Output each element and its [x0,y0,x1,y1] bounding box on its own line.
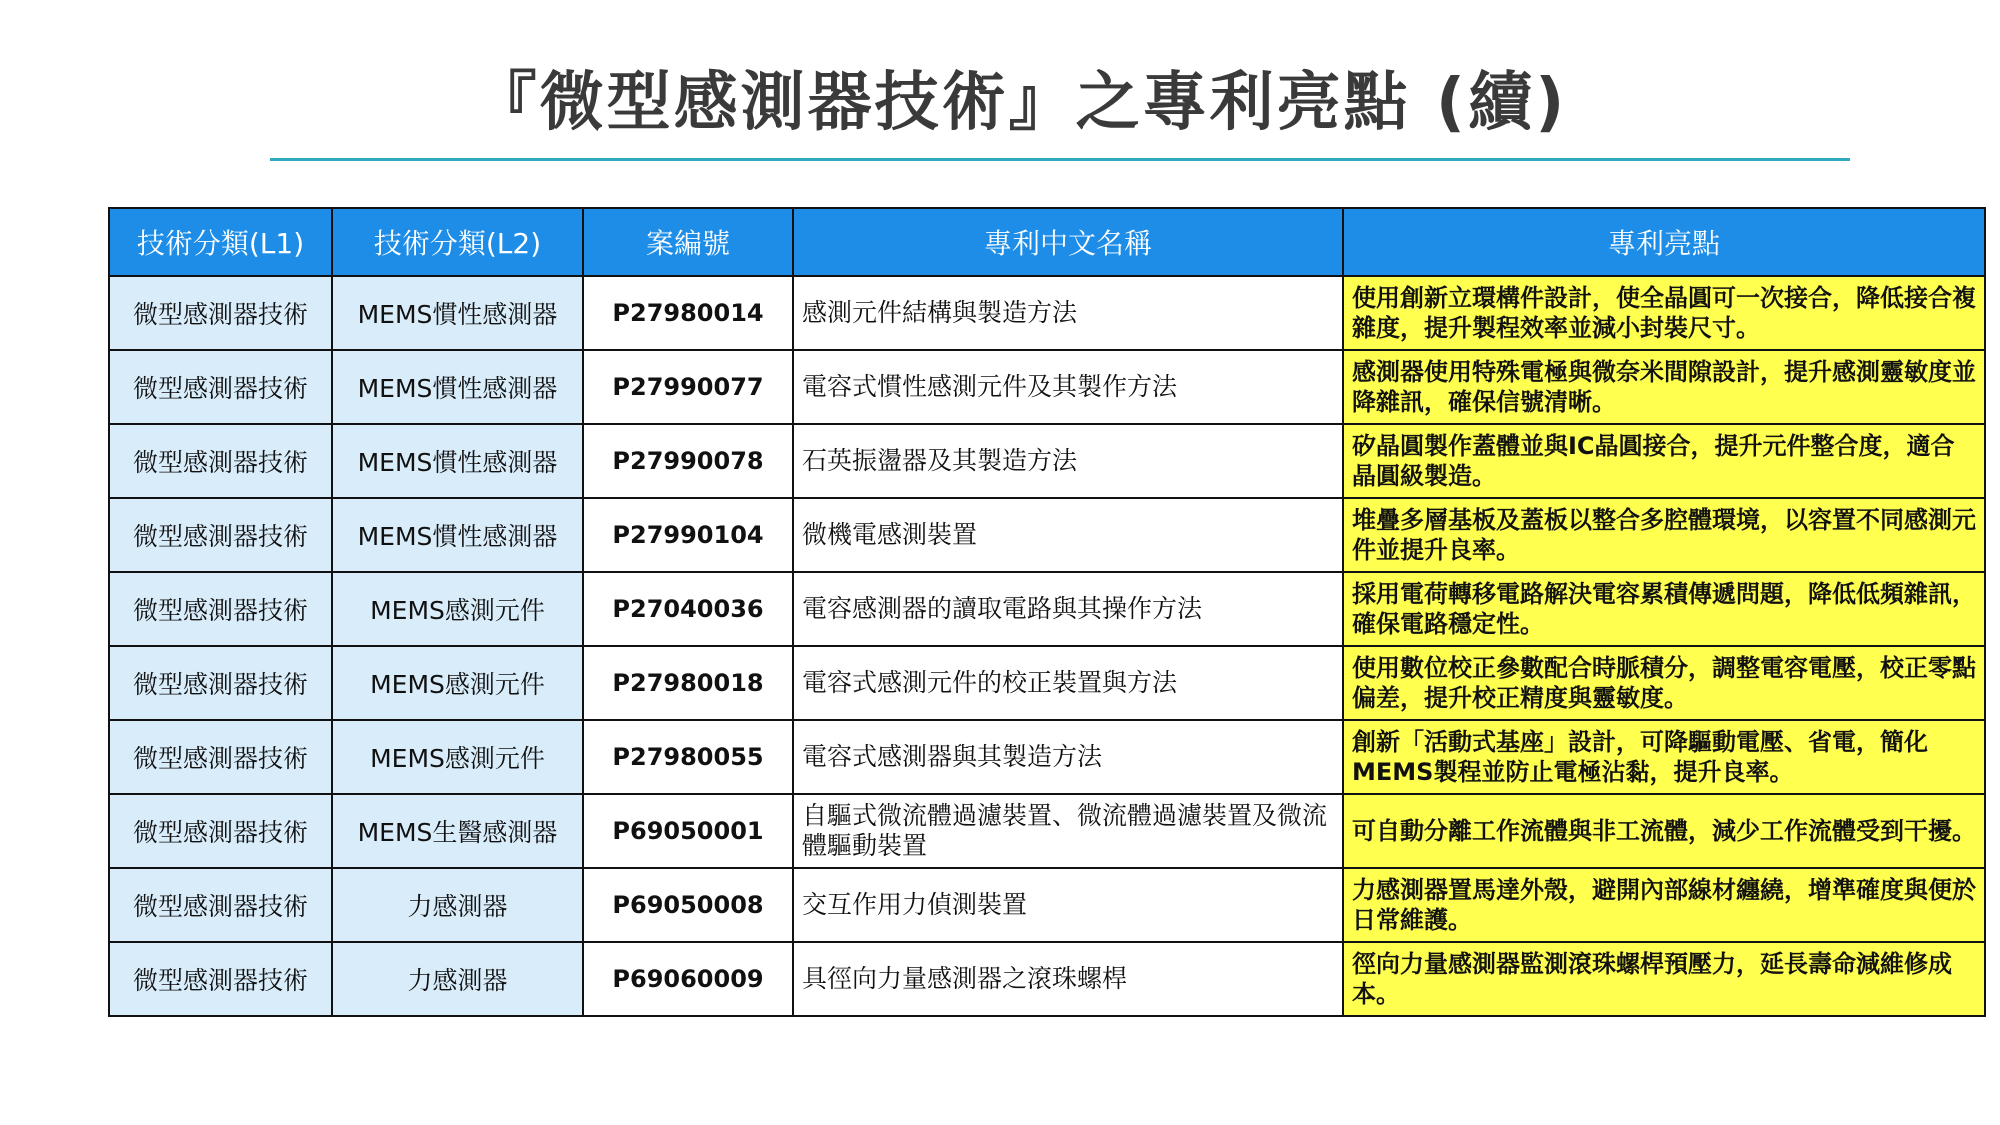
cell-l2: 力感測器 [332,868,583,942]
cell-case-id: P27990078 [583,424,793,498]
cell-l1: 微型感測器技術 [109,276,332,350]
cell-l1: 微型感測器技術 [109,868,332,942]
cell-patent-name: 微機電感測裝置 [793,498,1343,572]
cell-highlight: 使用數位校正參數配合時脈積分，調整電容電壓，校正零點偏差，提升校正精度與靈敏度。 [1343,646,1985,720]
cell-l1: 微型感測器技術 [109,572,332,646]
cell-highlight: 創新「活動式基座」設計，可降驅動電壓、省電，簡化MEMS製程並防止電極沾黏，提升良率。 [1343,720,1985,794]
cell-case-id: P27980014 [583,276,793,350]
cell-l1: 微型感測器技術 [109,794,332,868]
cell-l1: 微型感測器技術 [109,942,332,1016]
cell-patent-name: 電容式慣性感測元件及其製作方法 [793,350,1343,424]
cell-case-id: P27980018 [583,646,793,720]
slide-title: 『微型感測器技術』之專利亮點 (續) [472,66,1568,140]
header-patent-name: 專利中文名稱 [793,208,1343,276]
table-row [109,350,1985,424]
cell-l1: 微型感測器技術 [109,720,332,794]
cell-highlight: 徑向力量感測器監測滾珠螺桿預壓力，延長壽命減維修成本。 [1343,942,1985,1016]
cell-case-id: P69060009 [583,942,793,1016]
table-row [109,424,1985,498]
cell-l2: MEMS感測元件 [332,720,583,794]
table-row [109,646,1985,720]
cell-l2: MEMS慣性感測器 [332,350,583,424]
cell-highlight: 採用電荷轉移電路解決電容累積傳遞問題，降低低頻雜訊，確保電路穩定性。 [1343,572,1985,646]
table-header-row [109,208,1985,276]
cell-l2: MEMS生醫感測器 [332,794,583,868]
cell-patent-name: 交互作用力偵測裝置 [793,868,1343,942]
cell-l2: MEMS慣性感測器 [332,498,583,572]
cell-highlight: 力感測器置馬達外殼，避開內部線材纏繞，增準確度與便於日常維護。 [1343,868,1985,942]
table-row [109,868,1985,942]
cell-l2: MEMS慣性感測器 [332,424,583,498]
cell-patent-name: 電容感測器的讀取電路與其操作方法 [793,572,1343,646]
header-l2: 技術分類(L2) [332,208,583,276]
cell-patent-name: 感測元件結構與製造方法 [793,276,1343,350]
table-row [109,276,1985,350]
table-row [109,794,1985,868]
cell-case-id: P69050001 [583,794,793,868]
cell-l1: 微型感測器技術 [109,350,332,424]
cell-l2: 力感測器 [332,942,583,1016]
cell-patent-name: 自驅式微流體過濾裝置、微流體過濾裝置及微流體驅動裝置 [793,794,1343,868]
title-underline [270,158,1850,161]
header-case-id: 案編號 [583,208,793,276]
table-row [109,942,1985,1016]
cell-l2: MEMS感測元件 [332,572,583,646]
cell-l2: MEMS慣性感測器 [332,276,583,350]
cell-case-id: P27040036 [583,572,793,646]
cell-patent-name: 具徑向力量感測器之滾珠螺桿 [793,942,1343,1016]
header-highlight: 專利亮點 [1343,208,1985,276]
cell-case-id: P27980055 [583,720,793,794]
table-row [109,720,1985,794]
cell-case-id: P69050008 [583,868,793,942]
cell-l1: 微型感測器技術 [109,646,332,720]
patent-table [108,207,1986,1017]
cell-patent-name: 電容式感測器與其製造方法 [793,720,1343,794]
cell-patent-name: 電容式感測元件的校正裝置與方法 [793,646,1343,720]
header-l1: 技術分類(L1) [109,208,332,276]
cell-case-id: P27990104 [583,498,793,572]
cell-highlight: 使用創新立環構件設計，使全晶圓可一次接合，降低接合複雜度，提升製程效率並減小封裝尺寸。 [1343,276,1985,350]
cell-patent-name: 石英振盪器及其製造方法 [793,424,1343,498]
cell-l1: 微型感測器技術 [109,424,332,498]
cell-highlight: 感測器使用特殊電極與微奈米間隙設計，提升感測靈敏度並降雜訊，確保信號清晰。 [1343,350,1985,424]
table-row [109,498,1985,572]
cell-l2: MEMS感測元件 [332,646,583,720]
cell-highlight: 矽晶圓製作蓋體並與IC晶圓接合，提升元件整合度，適合晶圓級製造。 [1343,424,1985,498]
cell-case-id: P27990077 [583,350,793,424]
table-row [109,572,1985,646]
cell-l1: 微型感測器技術 [109,498,332,572]
cell-highlight: 堆疊多層基板及蓋板以整合多腔體環境，以容置不同感測元件並提升良率。 [1343,498,1985,572]
cell-highlight: 可自動分離工作流體與非工流體，減少工作流體受到干擾。 [1343,794,1985,868]
